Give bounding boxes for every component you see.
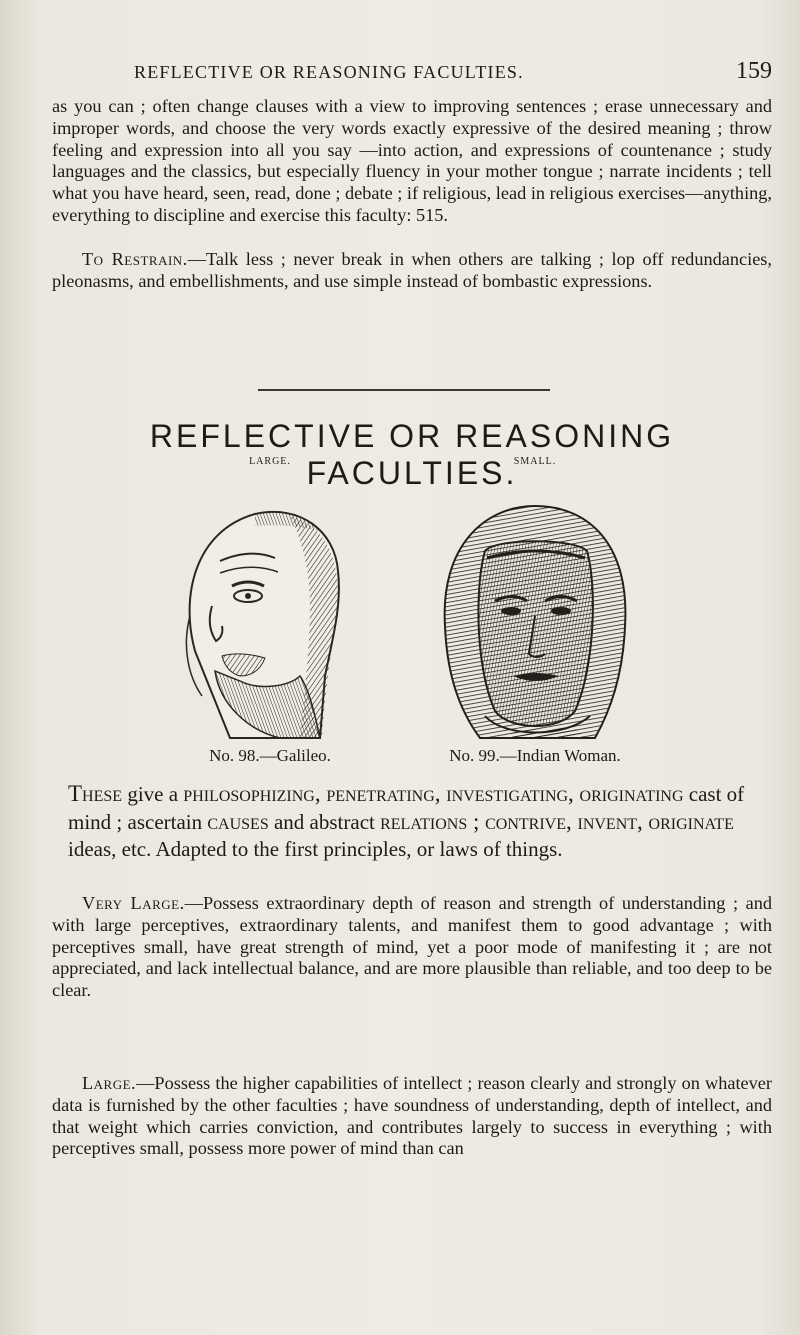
paragraph-very-large xyxy=(52,893,772,1002)
large-lead: Large. xyxy=(82,1073,137,1093)
indian-woman-portrait xyxy=(425,476,645,746)
figure-size-label: SMALL. xyxy=(513,456,557,467)
restrain-lead: To Restrain. xyxy=(82,249,188,269)
figure-small xyxy=(405,456,665,776)
paragraph-large xyxy=(52,1073,772,1160)
section-title: REFLECTIVE OR REASONING FACULTIES. xyxy=(149,418,675,491)
paragraph-restrain xyxy=(52,249,772,293)
intro-part-3: and abstract xyxy=(268,810,381,834)
figure-size-label: LARGE. xyxy=(249,456,291,467)
running-title: REFLECTIVE OR REASONING FACULTIES. xyxy=(134,62,524,82)
intro-part-1: give a xyxy=(122,782,184,806)
page-number: 159 xyxy=(736,58,772,84)
figure-caption: No. 98.—Galileo. xyxy=(209,746,331,765)
restrain-text: —Talk less ; never break in when others are talking ; lop off redundancies, pleonasms, and embellishments, and use simple instead of bombastic expressions. xyxy=(52,249,772,291)
paragraph-continuation: as you can ; often change clauses with a view to improving sentences ; erase unnecessary and improper words, and choose the very words exactly expressive of the desired meaning ; throw feeling and expression into all you say —into action, and expressions of countenance ; study languages and the classics, but especially fluency in your mother tongue ; narrate incidents ; tell what you have heard, seen, read, done ; debate ; if religious, lead in religious exercises—anything, everything to discipline and exercise this faculty: 515. xyxy=(52,96,772,225)
figure-large xyxy=(140,456,400,776)
running-header xyxy=(52,58,772,92)
intro-smallcaps-1: philosophizing, penetrating, investigating, originating xyxy=(183,781,684,806)
large-text: —Possess the higher capabilities of intellect ; reason clearly and strongly on whatever data is furnished by the other faculties ; have soundness of understanding, depth of intellect, and that weight which carries conviction, and contributes largely to success in everything ; with perceptives small, possess more power of mind than can xyxy=(52,1073,772,1159)
intro-smallcaps-3: relations ; contrive, invent, originate xyxy=(380,809,734,834)
very-large-text: —Possess extraordinary depth of reason and strength of understanding ; and with large perceptives, extraordinary talents, and manifest them to good advantage ; with perceptives small, have great strength of mind, yet a poor mode of manifesting it ; are not appreciated, and lack intellectual balance, and are more plausible than reliable, and too deep to be clear. xyxy=(52,893,772,1001)
intro-lead-word: These xyxy=(68,781,123,806)
section-divider xyxy=(258,389,550,391)
galileo-portrait xyxy=(160,476,380,746)
intro-smallcaps-2: causes xyxy=(207,809,269,834)
very-large-lead: Very Large. xyxy=(82,893,185,913)
intro-part-4: ideas, etc. Adapted to the first principles, or laws of things. xyxy=(68,837,563,861)
figure-caption: No. 99.—Indian Woman. xyxy=(449,746,621,765)
intro-part-2: cast of mind ; ascertain xyxy=(68,782,745,834)
faculties-intro xyxy=(68,780,773,863)
